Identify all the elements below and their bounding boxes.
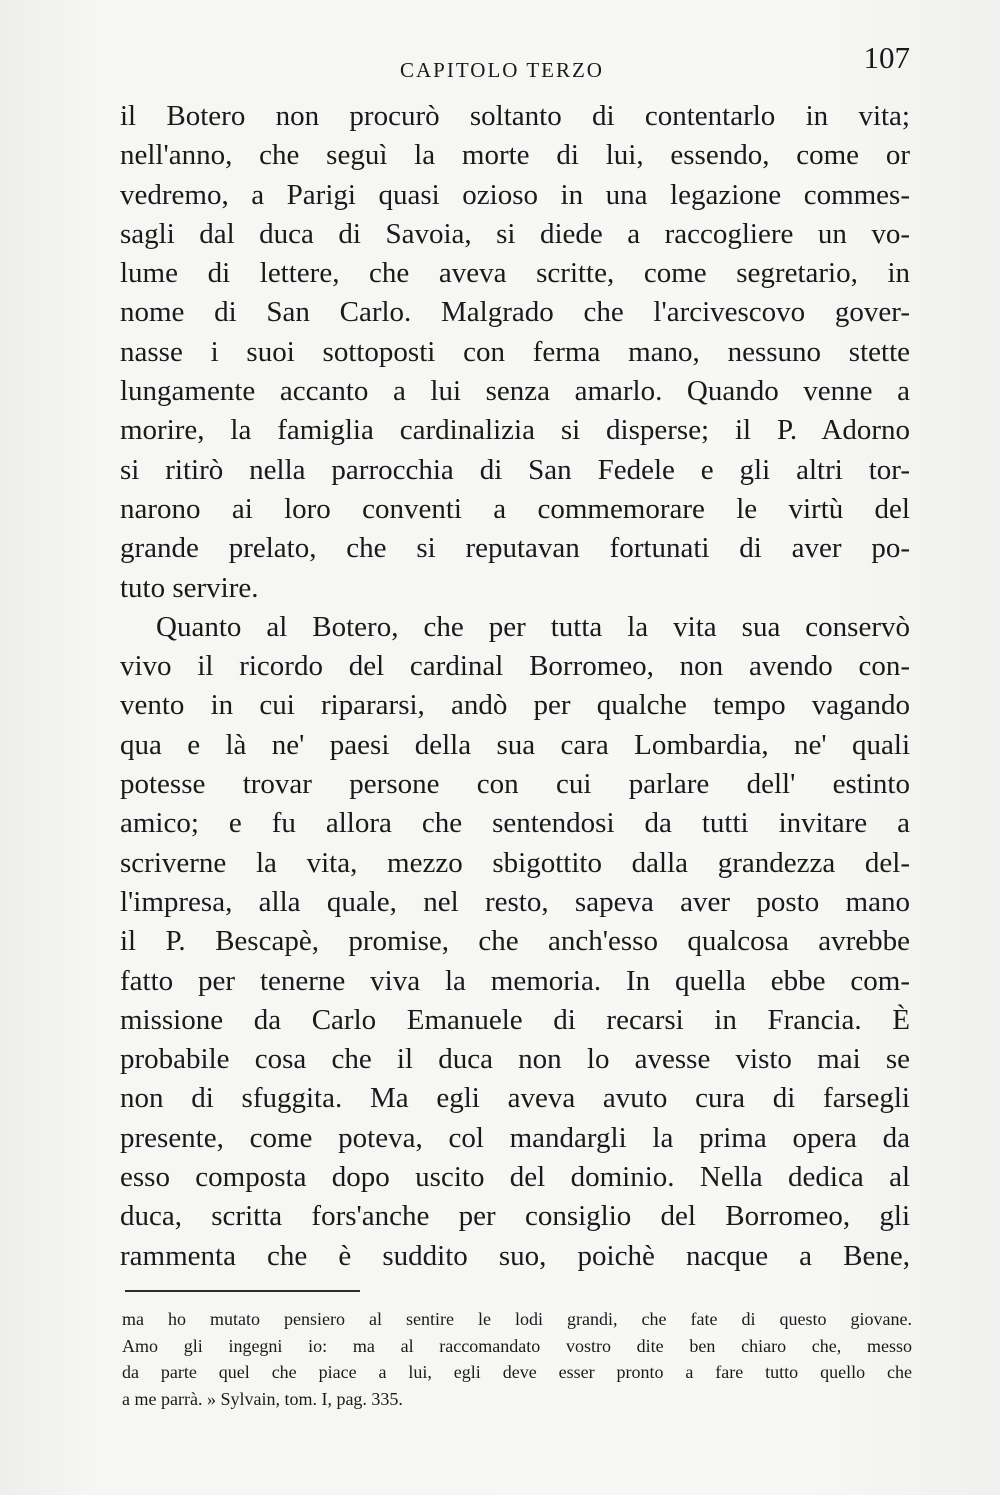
text-line: presente, come poteva, col mandargli la prima opera da bbox=[120, 1121, 910, 1154]
text-line: si ritirò nella parrocchia di San Fedele e gli altri tor- bbox=[120, 453, 910, 486]
running-head: CAPITOLO TERZO bbox=[400, 58, 604, 82]
text-line: esso composta dopo uscito del dominio. Nella dedica al bbox=[120, 1161, 910, 1194]
footnote-line: da parte quel che piace a lui, egli deve esser pronto a fare tutto quello che bbox=[122, 1362, 912, 1382]
footnote-divider bbox=[125, 1290, 360, 1292]
text-line: scriverne la vita, mezzo sbigottito dalla grandezza del- bbox=[120, 846, 910, 879]
text-line: qua e là ne' paesi della sua cara Lombardia, ne' quali bbox=[120, 728, 910, 761]
text-line: l'impresa, alla quale, nel resto, sapeva aver posto mano bbox=[120, 885, 910, 918]
text-line: fatto per tenerne viva la memoria. In quella ebbe com- bbox=[120, 964, 910, 997]
text-line: vivo il ricordo del cardinal Borromeo, non avendo con- bbox=[120, 650, 910, 683]
text-line: vedremo, a Parigi quasi ozioso in una legazione commes- bbox=[120, 178, 910, 211]
text-line: amico; e fu allora che sentendosi da tutti invitare a bbox=[120, 807, 910, 840]
text-line: potesse trovar persone con cui parlare dell' estinto bbox=[120, 768, 910, 801]
page-header bbox=[120, 40, 910, 90]
text-line: lume di lettere, che aveva scritte, come segretario, in bbox=[120, 257, 910, 290]
footnote-line: a me parrà. » Sylvain, tom. I, pag. 335. bbox=[122, 1388, 403, 1409]
text-line: Quanto al Botero, che per tutta la vita sua conservò bbox=[156, 610, 910, 643]
text-line: duca, scritta fors'anche per consiglio del Borromeo, gli bbox=[120, 1200, 910, 1233]
text-line: nome di San Carlo. Malgrado che l'arcivescovo gover- bbox=[120, 296, 910, 329]
text-line: lungamente accanto a lui senza amarlo. Quando venne a bbox=[120, 375, 910, 408]
text-line: grande prelato, che si reputavan fortunati di aver po- bbox=[120, 532, 910, 565]
page-number: 107 bbox=[863, 40, 910, 75]
text-line: probabile cosa che il duca non lo avesse visto mai se bbox=[120, 1043, 910, 1076]
text-line: sagli dal duca di Savoia, si diede a raccogliere un vo- bbox=[120, 217, 910, 250]
text-line: non di sfuggita. Ma egli aveva avuto cura di farsegli bbox=[120, 1082, 910, 1115]
text-line: narono ai loro conventi a commemorare le virtù del bbox=[120, 492, 910, 525]
text-line: nell'anno, che seguì la morte di lui, essendo, come or bbox=[120, 139, 910, 172]
text-line: morire, la famiglia cardinalizia si disperse; il P. Adorno bbox=[120, 414, 910, 447]
text-line: vento in cui ripararsi, andò per qualche tempo vagando bbox=[120, 689, 910, 722]
text-line: tuto servire. bbox=[120, 571, 259, 604]
footnote bbox=[122, 1306, 912, 1412]
text-line: missione da Carlo Emanuele di recarsi in Francia. È bbox=[120, 1003, 910, 1036]
text-line: il P. Bescapè, promise, che anch'esso qualcosa avrebbe bbox=[120, 925, 910, 958]
body-text bbox=[120, 97, 910, 1276]
text-line: il Botero non procurò soltanto di contentarlo in vita; bbox=[120, 100, 910, 132]
footnote-line: ma ho mutato pensiero al sentire le lodi grandi, che fate di questo giovane. bbox=[122, 1309, 912, 1329]
text-line: rammenta che è suddito suo, poichè nacque a Bene, bbox=[120, 1239, 910, 1272]
text-line: nasse i suoi sottoposti con ferma mano, nessuno stette bbox=[120, 335, 910, 368]
footnote-line: Amo gli ingegni io: ma al raccomandato vostro dite ben chiaro che, messo bbox=[122, 1335, 912, 1356]
